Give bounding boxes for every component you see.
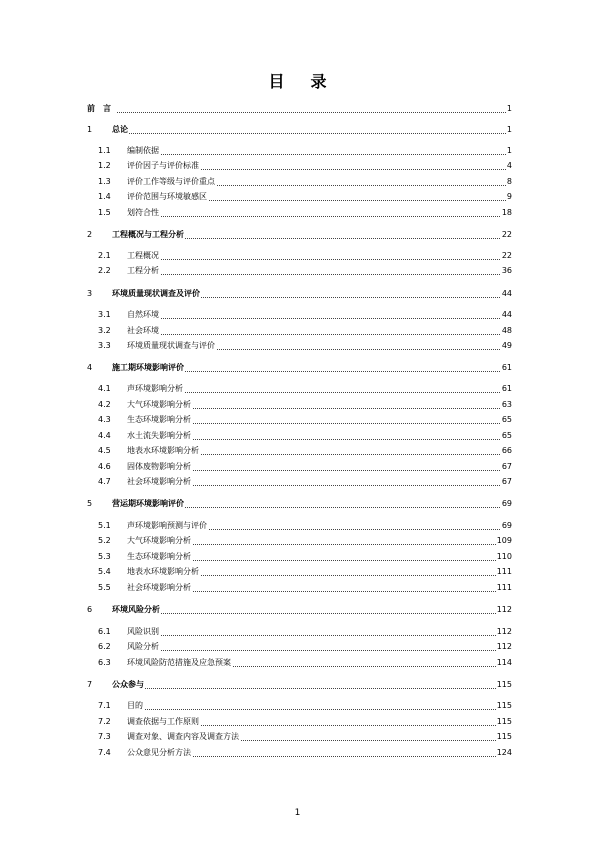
toc-entry-title: 调查对象、调查内容及调查方法 (127, 732, 239, 741)
toc-entry-page: 115 (496, 717, 512, 726)
toc-entry-number: 2.1 (98, 251, 111, 260)
toc-entry-number: 6.3 (98, 658, 111, 667)
toc-entry-number: 2.2 (98, 266, 111, 275)
dot-leader (127, 633, 506, 636)
toc-entry[interactable] (0, 445, 595, 457)
toc-entry-title: 生态环境影响分析 (127, 415, 191, 424)
toc-entry-number: 7.2 (98, 717, 111, 726)
toc-entry-title: 社会环境影响分析 (127, 583, 191, 592)
toc-entry-title: 大气环境影响分析 (127, 400, 191, 409)
toc-entry-number: 4.6 (98, 462, 111, 471)
toc-entry-page: 65 (501, 431, 512, 440)
toc-entry[interactable] (0, 414, 595, 426)
toc-entry-title: 公众参与 (112, 680, 144, 689)
toc-entry[interactable] (0, 604, 595, 616)
dot-leader (127, 316, 506, 319)
toc-entry-page: 49 (501, 341, 512, 350)
toc-entry[interactable] (0, 383, 595, 395)
toc-entry-page: 112 (496, 627, 512, 636)
toc-entry[interactable] (0, 309, 595, 321)
toc-entry-number: 2 (87, 230, 93, 239)
toc-entry-title: 总论 (112, 125, 128, 134)
toc-entry-title: 环境质量现状调查及评价 (112, 289, 200, 298)
toc-entry[interactable] (0, 461, 595, 473)
toc-entry-title: 评价范围与环境敏感区 (127, 192, 207, 201)
toc-entry-number: 4.7 (98, 477, 111, 486)
toc-entry-page: 48 (501, 326, 512, 335)
toc-entry-number: 5.3 (98, 552, 111, 561)
toc-entry-page: 69 (501, 499, 512, 508)
toc-entry-number: 6.1 (98, 627, 111, 636)
toc-entry-number: 5.4 (98, 567, 111, 576)
toc-entry-page: 67 (501, 477, 512, 486)
toc-entry-title: 调查依据与工作原则 (127, 717, 199, 726)
toc-entry-title: 划符合性 (127, 208, 159, 217)
toc-entry[interactable] (0, 362, 595, 374)
title-char-2: 录 (310, 72, 327, 91)
toc-entry-title: 风险识别 (127, 627, 159, 636)
dot-leader (127, 332, 506, 335)
toc-entry[interactable] (0, 103, 595, 115)
toc-entry-number: 5.1 (98, 521, 111, 530)
toc-entry-number: 4.5 (98, 446, 111, 455)
dot-leader (127, 152, 506, 155)
toc-entry-title: 评价工作等级与评价重点 (127, 177, 215, 186)
toc-entry-page: 36 (501, 266, 512, 275)
toc-entry-title: 公众意见分析方法 (127, 748, 191, 757)
toc-entry-page: 61 (501, 363, 512, 372)
toc-entry[interactable] (0, 176, 595, 188)
toc-entry-page: 1 (506, 104, 512, 113)
toc-entry-number: 1.3 (98, 177, 111, 186)
toc-entry[interactable] (0, 566, 595, 578)
toc-entry[interactable] (0, 207, 595, 219)
toc-entry-title: 社会环境 (127, 326, 159, 335)
toc-entry[interactable] (0, 582, 595, 594)
toc-entry-title: 地表水环境影响分析 (127, 446, 199, 455)
toc-entry-title: 施工期环境影响评价 (112, 363, 184, 372)
toc-entry-title: 声环境影响预测与评价 (127, 521, 207, 530)
title-char-1: 目 (268, 72, 285, 91)
toc-entry-page: 22 (501, 251, 512, 260)
toc-entry[interactable] (0, 229, 595, 241)
toc-entry[interactable] (0, 476, 595, 488)
toc-entry-title: 编制依据 (127, 146, 159, 155)
toc-entry-page: 1 (506, 146, 512, 155)
toc-entry-page: 115 (496, 701, 512, 710)
toc-entry-page: 124 (496, 748, 512, 757)
toc-entry-number: 3.2 (98, 326, 111, 335)
toc-entry[interactable] (0, 124, 595, 136)
toc-entry[interactable] (0, 399, 595, 411)
toc-entry-title: 生态环境影响分析 (127, 552, 191, 561)
toc-entry-page: 112 (496, 605, 512, 614)
toc-entry-title: 工程概况 (127, 251, 159, 260)
toc-entry-title: 地表水环境影响分析 (127, 567, 199, 576)
toc-entry-page: 65 (501, 415, 512, 424)
toc-entry[interactable] (0, 160, 595, 172)
toc-entry-title: 环境风险分析 (112, 605, 160, 614)
toc-entry-number: 3.1 (98, 310, 111, 319)
toc-entry[interactable] (0, 535, 595, 547)
toc-entry-title: 环境风险防范措施及应急预案 (127, 658, 231, 667)
toc-entry-title: 目的 (127, 701, 143, 710)
toc-entry-page: 1 (506, 125, 512, 134)
toc-entry-page: 111 (496, 567, 512, 576)
toc-entry-page: 112 (496, 642, 512, 651)
toc-entry[interactable] (0, 340, 595, 352)
toc-entry-page: 66 (501, 446, 512, 455)
toc-entry[interactable] (0, 325, 595, 337)
toc-entry-page: 9 (506, 192, 512, 201)
dot-leader (112, 611, 506, 614)
toc-entry[interactable] (0, 679, 595, 691)
toc-entry-page: 18 (501, 208, 512, 217)
toc-entry-page: 63 (501, 400, 512, 409)
toc-entry-number: 1.4 (98, 192, 111, 201)
toc-entry[interactable] (0, 747, 595, 759)
toc-entry-title: 工程分析 (127, 266, 159, 275)
toc-entry-number: 3.3 (98, 341, 111, 350)
toc-entry[interactable] (0, 731, 595, 743)
toc-entry-page: 115 (496, 680, 512, 689)
toc-entry-page: 8 (506, 177, 512, 186)
toc-entry[interactable] (0, 288, 595, 300)
toc-entry-number: 4.3 (98, 415, 111, 424)
toc-entry-number: 6 (87, 605, 93, 614)
toc-entry-number: 1 (87, 125, 93, 134)
toc-entry-page: 114 (496, 658, 512, 667)
page-number-footer: 1 (294, 808, 301, 818)
toc-entry-title: 自然环境 (127, 310, 159, 319)
toc-entry-number: 7 (87, 680, 93, 689)
toc-entry[interactable] (0, 145, 595, 157)
toc-entry[interactable] (0, 716, 595, 728)
toc-entry-number: 6.2 (98, 642, 111, 651)
toc-entry[interactable] (0, 626, 595, 638)
toc-entry-page: 111 (496, 583, 512, 592)
toc-entry-number: 1.2 (98, 161, 111, 170)
toc-entry-number: 5.5 (98, 583, 111, 592)
toc-entry-title: 固体废物影响分析 (127, 462, 191, 471)
toc-entry-title: 环境质量现状调查与评价 (127, 341, 215, 350)
toc-entry-title: 风险分析 (127, 642, 159, 651)
toc-entry[interactable] (0, 641, 595, 653)
toc-entry-number: 4.1 (98, 384, 111, 393)
toc-entry-page: 109 (496, 536, 512, 545)
toc-entry[interactable] (0, 520, 595, 532)
dot-leader (117, 110, 506, 113)
toc-entry[interactable] (0, 700, 595, 712)
toc-entry-number: 7.1 (98, 701, 111, 710)
dot-leader (127, 272, 506, 275)
toc-entry[interactable] (0, 430, 595, 442)
toc-entry-page: 67 (501, 462, 512, 471)
toc-entry-number: 4.4 (98, 431, 111, 440)
dot-leader (112, 686, 506, 689)
toc-entry[interactable] (0, 657, 595, 669)
dot-leader (112, 131, 506, 134)
toc-entry-page: 44 (501, 289, 512, 298)
dot-leader (127, 257, 506, 260)
toc-entry-number: 4 (87, 363, 93, 372)
toc-entry-title: 工程概况与工程分析 (112, 230, 184, 239)
dot-leader (127, 648, 506, 651)
toc-entry-number: 1.5 (98, 208, 111, 217)
toc-entry-title: 社会环境影响分析 (127, 477, 191, 486)
dot-leader (127, 707, 506, 710)
toc-entry-page: 110 (496, 552, 512, 561)
toc-entry[interactable] (0, 498, 595, 510)
toc-entry-number: 4.2 (98, 400, 111, 409)
toc-entry-page: 44 (501, 310, 512, 319)
toc-entry-number: 5.2 (98, 536, 111, 545)
toc-entry[interactable] (0, 551, 595, 563)
toc-entry-title: 声环境影响分析 (127, 384, 183, 393)
toc-entry-number: 7.3 (98, 732, 111, 741)
toc-entry-number: 前 言 (87, 104, 111, 113)
toc-entry-title: 评价因子与评价标准 (127, 161, 199, 170)
toc-entry-number: 5 (87, 499, 93, 508)
toc-entry-page: 69 (501, 521, 512, 530)
toc-entry-title: 水土流失影响分析 (127, 431, 191, 440)
toc-entry-number: 1.1 (98, 146, 111, 155)
toc-entry[interactable] (0, 265, 595, 277)
toc-entry[interactable] (0, 191, 595, 203)
toc-entry-page: 4 (506, 161, 512, 170)
toc-entry-title: 营运期环境影响评价 (112, 499, 184, 508)
toc-entry-number: 3 (87, 289, 93, 298)
toc-entry-page: 22 (501, 230, 512, 239)
toc-entry[interactable] (0, 250, 595, 262)
toc-entry-page: 61 (501, 384, 512, 393)
toc-entry-number: 7.4 (98, 748, 111, 757)
toc-entry-title: 大气环境影响分析 (127, 536, 191, 545)
page-title (0, 69, 595, 92)
toc-entry-page: 115 (496, 732, 512, 741)
dot-leader (127, 214, 506, 217)
